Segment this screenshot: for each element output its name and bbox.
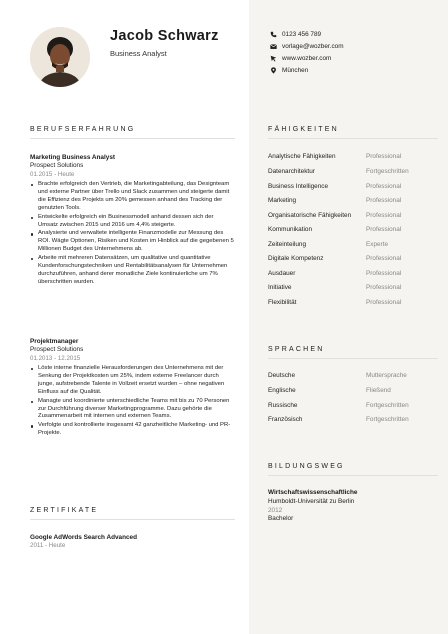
skill-level: Professional <box>366 284 402 291</box>
skill-level: Professional <box>366 226 402 233</box>
skill-name: Flexibilität <box>268 299 297 306</box>
contact-email-text: vorlage@wozber.com <box>282 42 344 50</box>
sidebar-background <box>249 0 448 634</box>
language-level: Muttersprache <box>366 372 407 379</box>
candidate-title: Business Analyst <box>110 49 167 58</box>
section-divider <box>30 519 235 520</box>
phone-icon <box>268 29 278 39</box>
contact-email[interactable] <box>268 40 438 52</box>
contact-website-text: www.wozber.com <box>282 54 332 62</box>
section-title-experience: BERUFSERFAHRUNG <box>30 126 136 133</box>
education-level: Bachelor <box>268 515 294 523</box>
skill-level: Professional <box>366 212 402 219</box>
skill-row <box>268 241 438 251</box>
contact-location-text: München <box>282 66 309 74</box>
section-title-skills: FÄHIGKEITEN <box>268 126 339 133</box>
certificate-dates: 2011 - Heute <box>30 542 66 549</box>
job-bullet: Managte und koordinierte unterschiedliche Teams mit bis zu 70 Personen zur Durchführung diverser Marketingprogramme. Dazu gehörte die Zusammenarbeit mit internen und externen Teams. <box>30 398 235 422</box>
skill-level: Professional <box>366 197 402 204</box>
certificate-title: Google AdWords Search Advanced <box>30 534 138 541</box>
envelope-icon <box>268 41 278 51</box>
language-row <box>268 402 438 412</box>
section-title-education: BILDUNGSWEG <box>268 463 345 470</box>
skill-row <box>268 299 438 309</box>
skill-row <box>268 255 438 265</box>
section-divider <box>268 358 438 359</box>
skill-name: Ausdauer <box>268 270 296 277</box>
contact-phone[interactable] <box>268 28 438 40</box>
section-title-languages: SPRACHEN <box>268 346 325 353</box>
skill-level: Professional <box>366 153 402 160</box>
job-title: Marketing Business Analyst <box>30 154 115 161</box>
profile-photo <box>30 27 90 87</box>
skill-level: Professional <box>366 255 402 262</box>
skill-row <box>268 270 438 280</box>
section-divider <box>30 138 235 139</box>
language-row <box>268 416 438 426</box>
section-divider <box>268 138 438 139</box>
cursor-icon <box>268 53 278 63</box>
avatar <box>30 27 90 87</box>
skill-row <box>268 183 438 193</box>
skill-name: Business Intelligence <box>268 183 329 190</box>
job-title: Projektmanager <box>30 338 79 345</box>
skill-row <box>268 197 438 207</box>
skill-level: Professional <box>366 270 402 277</box>
skill-name: Kommunikation <box>268 226 313 233</box>
section-divider <box>268 475 438 476</box>
skill-name: Marketing <box>268 197 297 204</box>
job-dates: 01.2013 - 12.2015 <box>30 354 81 362</box>
job-company: Prospect Solutions <box>30 346 84 353</box>
skill-name: Zeiteinteilung <box>268 241 307 248</box>
skill-level: Fortgeschritten <box>366 168 409 175</box>
job-bullets <box>30 365 235 438</box>
contact-website[interactable] <box>268 52 438 64</box>
skill-name: Analytische Fähigkeiten <box>268 153 336 160</box>
candidate-name: Jacob Schwarz <box>110 28 219 44</box>
job-bullet: Arbeite mit mehreren Datensätzen, um qualitative und quantitative Kundenforschungstechniken und Rentabilitätsanalysen für Unternehmen durchzuführen, anhand derer monatliche Ziele kontinuierliche um 7% überschritten wurden. <box>30 255 235 287</box>
skill-row <box>268 226 438 236</box>
language-level: Fließend <box>366 387 391 394</box>
skill-row <box>268 284 438 294</box>
language-name: Englische <box>268 387 296 394</box>
job-bullet: Löste interne finanzielle Herausforderungen des Unternehmens mit der Senkung der Projektkosten um 25%, indem externe Freelancer durch junge, aufstrebende Talente in Vollzeit ersetzt wurden – ohne negativen Einfluss auf die Qualität. <box>30 365 235 397</box>
job-entry <box>30 153 235 288</box>
job-dates: 01.2015 - Heute <box>30 170 75 178</box>
skill-level: Professional <box>366 183 402 190</box>
education-year: 2012 <box>268 506 283 514</box>
skill-level: Experte <box>366 241 389 248</box>
skill-name: Datenarchitektur <box>268 168 315 175</box>
job-bullet: Brachte erfolgreich den Vertrieb, die Marketingabteilung, das Designteam und externe Partner über Trello und Slack zusammen und steigerte damit die Effizienz des Projekts um 20% gemessen anhand des Tracking der genutzten Tools. <box>30 181 235 213</box>
job-entry <box>30 337 235 439</box>
job-bullet: Verfolgte und kontrollierte insgesamt 42 ganzheitliche Marketing- und PR-Projekte. <box>30 422 235 438</box>
education-school: Humboldt-Universität zu Berlin <box>268 497 355 505</box>
language-name: Russische <box>268 402 298 409</box>
language-row <box>268 372 438 382</box>
language-name: Französisch <box>268 416 303 423</box>
skill-name: Initiative <box>268 284 292 291</box>
language-level: Fortgeschritten <box>366 416 409 423</box>
job-bullets <box>30 181 235 287</box>
skill-name: Digitale Kompetenz <box>268 255 324 262</box>
job-bullet: Analysierte und verwaltete intelligente Finanzmodelle zur Messung des ROI. Wägte Optionen, Risiken und Kosten im Hinblick auf die gegebenen 5 Millionen Budget des Unternehmens ab. <box>30 230 235 254</box>
skill-row <box>268 153 438 163</box>
education-entry <box>268 489 438 524</box>
skill-row <box>268 212 438 222</box>
contact-phone-text: 0123 456 789 <box>282 30 322 38</box>
job-company: Prospect Solutions <box>30 162 84 169</box>
language-level: Fortgeschritten <box>366 402 409 409</box>
contact-location <box>268 64 438 76</box>
section-title-certificates: ZERTIFIKATE <box>30 507 99 514</box>
skill-name: Organisatorische Fähigkeiten <box>268 212 352 219</box>
map-pin-icon <box>268 65 278 75</box>
language-row <box>268 387 438 397</box>
language-name: Deutsche <box>268 372 295 379</box>
certificate-entry <box>30 533 235 551</box>
skill-row <box>268 168 438 178</box>
job-bullet: Entwickelte erfolgreich ein Businessmodell anhand dessen sich der Umsatz zwischen 2015 und 2016 um 4,4% steigerte. <box>30 214 235 230</box>
skill-level: Professional <box>366 299 402 306</box>
education-degree: Wirtschaftswissenschaftliche <box>268 489 358 496</box>
